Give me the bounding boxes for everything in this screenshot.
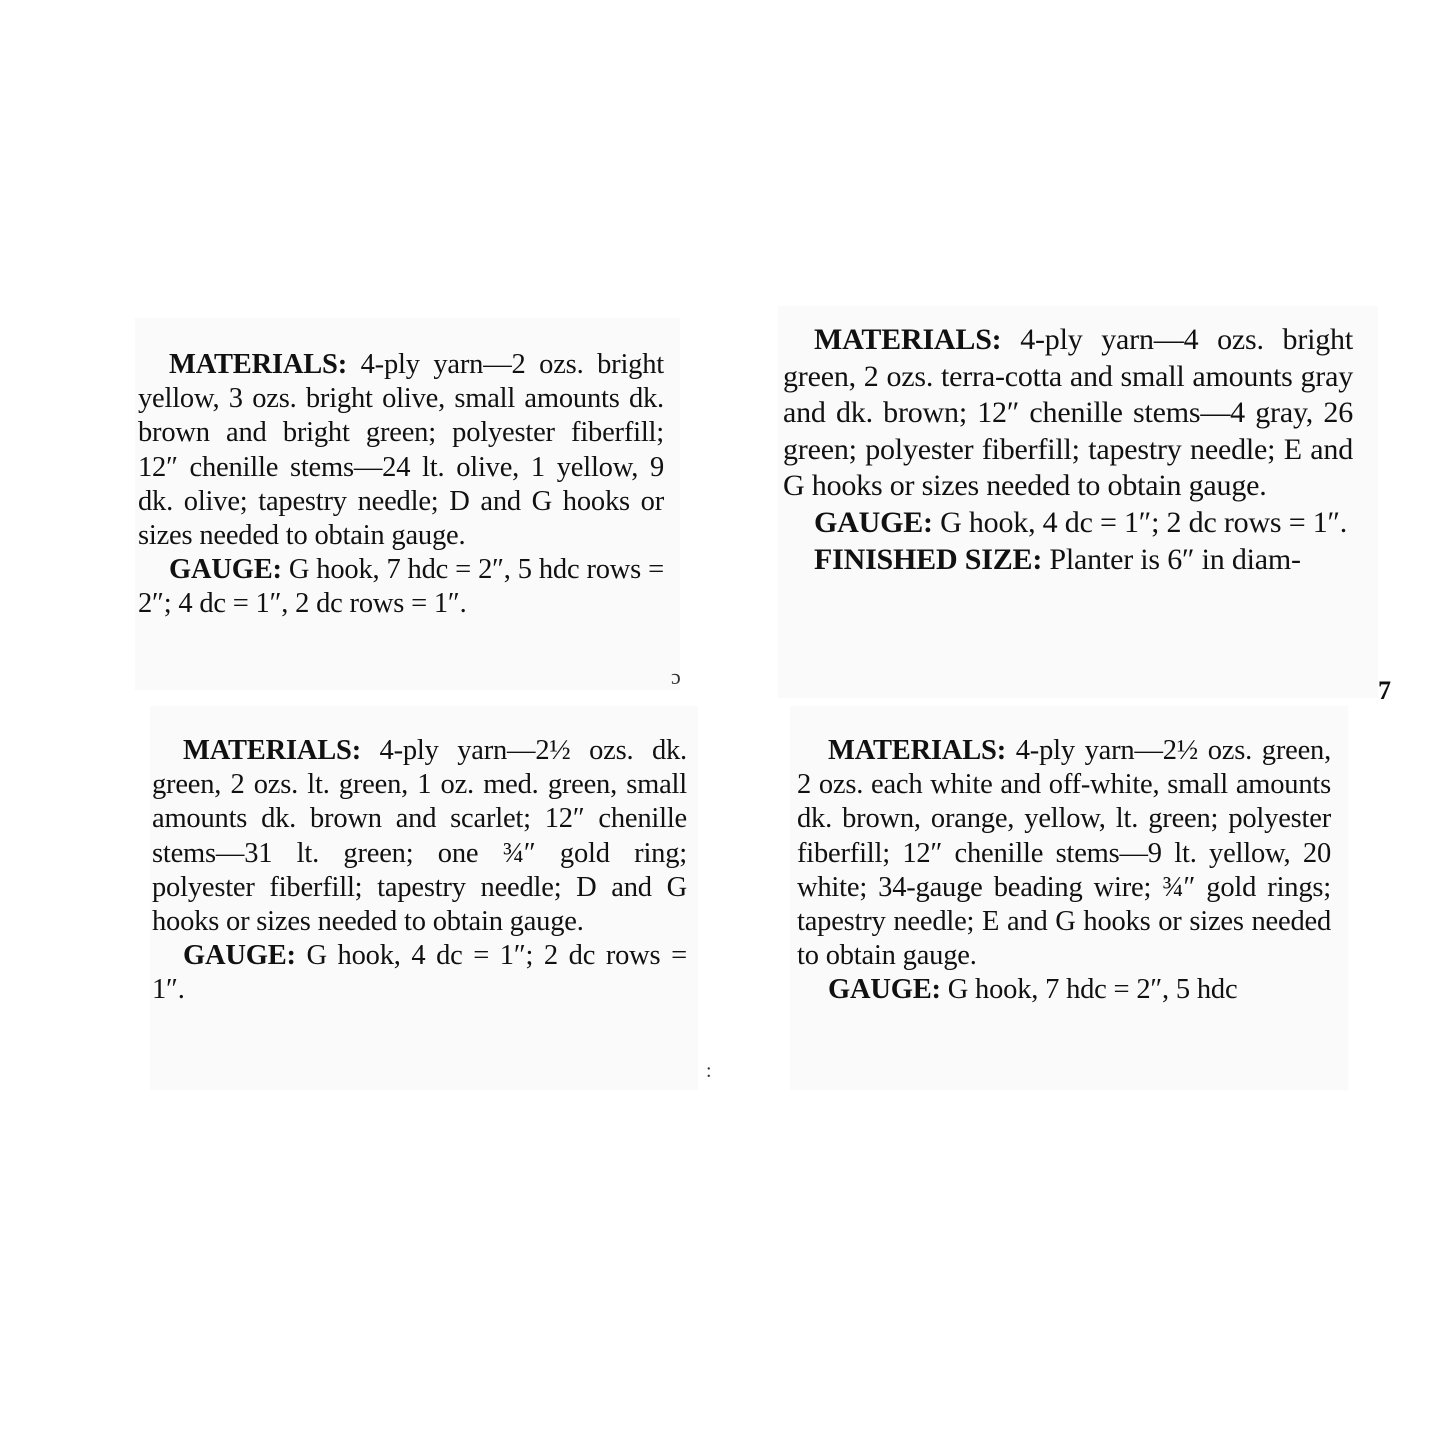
pattern-block-3 — [152, 734, 687, 1008]
pattern-block-4 — [797, 734, 1331, 1008]
stray-mark: : — [706, 1060, 712, 1082]
materials-paragraph — [797, 734, 1331, 973]
materials-paragraph — [138, 348, 664, 553]
gauge-label: GAUGE: — [828, 974, 941, 1006]
materials-label: MATERIALS: — [169, 349, 347, 380]
gauge-label: GAUGE: — [814, 505, 933, 539]
gauge-paragraph — [783, 505, 1353, 542]
materials-label: MATERIALS: — [183, 735, 361, 766]
finished-size-paragraph — [783, 542, 1353, 579]
materials-label: MATERIALS: — [814, 323, 1002, 356]
gauge-paragraph — [797, 973, 1331, 1007]
finished-size-text: Planter is 6″ in diam- — [1042, 542, 1301, 576]
gauge-text: G hook, 7 hdc = 2″, 5 hdc rows = 2″; 4 dc = 1″, 2 dc rows = 1″. — [138, 554, 664, 620]
pattern-block-2 — [783, 322, 1353, 578]
pattern-block-1 — [138, 348, 664, 622]
materials-paragraph — [152, 734, 687, 939]
materials-paragraph — [783, 322, 1353, 505]
page-number: 7 — [1378, 676, 1391, 705]
gauge-paragraph — [138, 553, 664, 621]
gauge-text: G hook, 4 dc = 1″; 2 dc rows = 1″. — [152, 940, 687, 1006]
materials-text: 4-ply yarn—4 ozs. bright green, 2 ozs. terra-cotta and small amounts gray and dk. brown; 12″ chenille stems—4 gray, 26 green; polyester fiberfill; tapestry needle; E and G hooks or sizes needed to obtain gauge. — [783, 323, 1353, 503]
materials-text: 4-ply yarn—2 ozs. bright yellow, 3 ozs. bright olive, small amounts dk. brown and bright green; polyester fiberfill; 12″ chenille stems—24 lt. olive, 1 yellow, 9 dk. olive; tapestry needle; D and G hooks or sizes needed to obtain gauge. — [138, 349, 664, 552]
gauge-label: GAUGE: — [169, 554, 282, 586]
gauge-text: G hook, 4 dc = 1″; 2 dc rows = 1″. — [932, 505, 1348, 539]
materials-text: 4-ply yarn—2½ ozs. green, 2 ozs. each white and off-white, small amounts dk. brown, orange, yellow, lt. green; polyester fiberfill; 12″ chenille stems—9 lt. yellow, 20 white; 34-gauge beading wire; ¾″ gold rings; tapestry needle; E and G hooks or sizes needed to obtain gauge. — [797, 735, 1331, 972]
gauge-paragraph — [152, 939, 687, 1007]
materials-text: 4-ply yarn—2½ ozs. dk. green, 2 ozs. lt. green, 1 oz. med. green, small amounts dk. brown and scarlet; 12″ chenille stems—31 lt. green; one ¾″ gold ring; polyester fiberfill; tapestry needle; D and G hooks or sizes needed to obtain gauge. — [152, 735, 687, 938]
materials-label: MATERIALS: — [828, 735, 1006, 766]
finished-size-label: FINISHED SIZE: — [814, 542, 1043, 576]
gauge-label: GAUGE: — [183, 940, 296, 972]
gauge-text: G hook, 7 hdc = 2″, 5 hdc — [940, 974, 1238, 1006]
stray-mark: ɔ — [671, 664, 681, 689]
